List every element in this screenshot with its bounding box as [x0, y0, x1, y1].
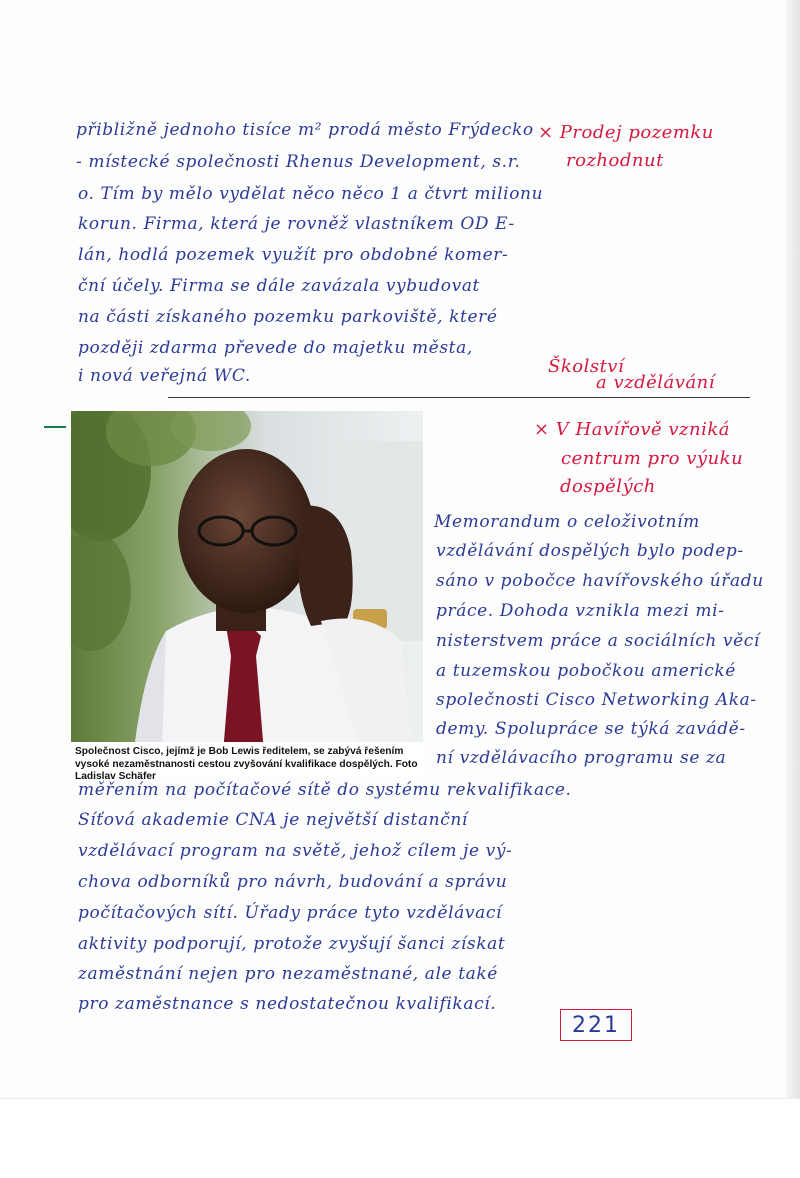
article1-line: korun. Firma, která je rovněž vlastníkem OD E-	[78, 214, 515, 234]
article2-line: zaměstnání nejen pro nezaměstnané, ale také	[78, 964, 498, 984]
article2-heading: centrum pro výuku	[561, 448, 744, 469]
article2-line: sáno v pobočce havířovského úřadu	[436, 571, 764, 591]
article1-line: na části získaného pozemku parkoviště, které	[78, 307, 498, 327]
article2-line: aktivity podporují, protože zvyšují šanci získat	[78, 934, 506, 954]
article2-line: počítačových sítí. Úřady práce tyto vzdělávací	[78, 903, 503, 923]
article2-line: společnosti Cisco Networking Aka-	[436, 690, 757, 710]
article2-line: měřením na počítačové sítě do systému rekvalifikace.	[78, 780, 572, 800]
article2-line: pro zaměstnance s nedostatečnou kvalifikací.	[78, 994, 497, 1014]
article1-line: přibližně jednoho tisíce m² prodá město Frýdecko	[76, 120, 534, 140]
article1-line: ční účely. Firma se dále zavázala vybudovat	[78, 276, 480, 296]
article2-heading: × V Havířově vzniká	[534, 419, 731, 440]
section-divider	[168, 397, 750, 398]
article1-line: o. Tím by mělo vydělat něco něco 1 a čtvrt milionu	[78, 184, 544, 204]
article2-line: práce. Dohoda vznikla mezi mi-	[436, 601, 725, 621]
article2-line: nisterstvem práce a sociálních věcí	[436, 631, 760, 651]
article1-line: i nová veřejná WC.	[78, 366, 251, 386]
article2-line: Memorandum o celoživotním	[434, 512, 700, 532]
article2-line: chova odborníků pro návrh, budování a správu	[78, 872, 508, 892]
section-label: Školství	[548, 356, 625, 377]
section-label: a vzdělávání	[596, 372, 716, 393]
portrait-image	[71, 411, 423, 777]
page-number-text: 221	[572, 1012, 620, 1038]
article2-heading: dospělých	[560, 476, 656, 497]
article2-line: ní vzdělávacího programu se za	[436, 748, 727, 768]
article2-line: a tuzemskou pobočkou americké	[436, 661, 736, 681]
article1-line: lán, hodlá pozemek využít pro obdobné komer-	[78, 245, 509, 265]
article1-heading: × Prodej pozemku	[538, 122, 714, 143]
article2-line: Síťová akademie CNA je největší distanční	[78, 810, 468, 830]
article1-line: později zdarma převede do majetku města,	[78, 338, 473, 358]
news-photo	[71, 411, 423, 777]
article1-line: - místecké společnosti Rhenus Development, s.r.	[76, 152, 521, 172]
article2-line: vzdělávání dospělých bylo podep-	[436, 541, 744, 561]
article2-line: vzdělávací program na světě, jehož cílem je vý-	[78, 841, 513, 861]
article1-heading: rozhodnut	[566, 150, 664, 171]
paper-edge	[786, 0, 800, 1177]
page-bottom-margin	[0, 1098, 800, 1178]
margin-marker	[44, 426, 66, 428]
page-number	[560, 1009, 632, 1041]
photo-caption: Společnost Cisco, jejímž je Bob Lewis ředitelem, se zabývá řešením vysoké nezaměstnanosti cestou zvyšování kvalifikace dospělých. Foto Ladislav Schäfer	[71, 742, 423, 777]
article2-line: demy. Spolupráce se týká zavádě-	[436, 719, 746, 739]
